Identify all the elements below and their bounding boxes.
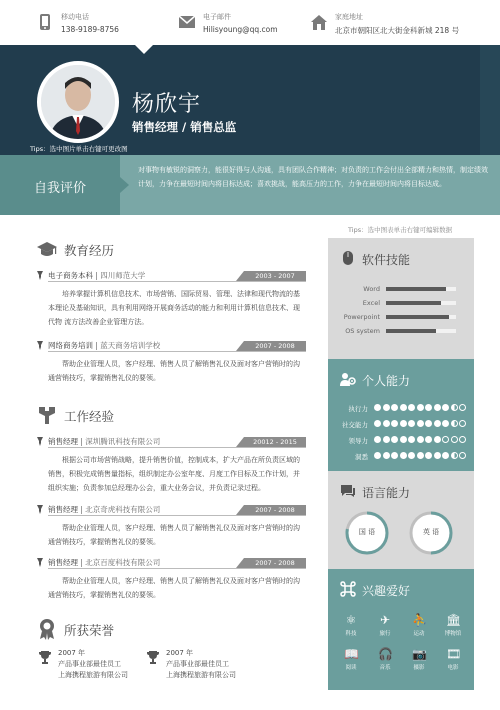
role-name: 销售经理 [48, 437, 78, 446]
hobby-item [438, 613, 468, 639]
trophy-icon [146, 650, 160, 664]
skill-row [328, 284, 474, 294]
pin-icon [36, 437, 44, 446]
rating-dot [442, 404, 449, 411]
address-value: 北京市朝阳区北大街金科新城 218 号 [335, 26, 460, 35]
email-label: 电子邮件 [203, 13, 231, 21]
hobby-item [404, 613, 434, 639]
ability-row [328, 451, 474, 461]
education-title: 教育经历 [64, 243, 115, 258]
camera-icon: 📷 [412, 647, 427, 661]
hobby-label: 阅读 [345, 665, 357, 671]
hobby-item [438, 647, 468, 673]
hobby-item [404, 647, 434, 673]
rating-dot [417, 420, 424, 427]
mail-icon [178, 14, 196, 30]
rating-dot [383, 436, 390, 443]
person-name: 杨欣宇 [132, 92, 202, 117]
rating-dot [442, 436, 449, 443]
people-gear-icon [340, 371, 356, 387]
date-badge: 2007 - 2008 [244, 341, 306, 351]
contact-bar [0, 0, 500, 45]
divider [48, 515, 306, 516]
divider [48, 568, 306, 569]
work-entry: 销售经理 | 北京奇虎科技有限公司 2007 - 2008 帮助企业管理人员，客户经理、销售人员了解销售礼仪及面对客户营销时的沟通营销技巧，掌握销售礼仪的要领。 [36, 504, 306, 549]
rating-dot [391, 404, 398, 411]
company-name: 北京百度科技有限公司 [85, 558, 161, 567]
hobby-label: 科技 [345, 631, 357, 637]
ability-row [328, 403, 474, 413]
rating-dot [434, 452, 441, 459]
hobbies-panel [328, 569, 474, 690]
tools-icon [36, 404, 58, 426]
film-reel-icon: 🎞 [446, 647, 462, 661]
school-name: 电子商务本科 [48, 271, 93, 280]
school-org: 四川师范大学 [100, 271, 146, 280]
rating-dot [451, 452, 458, 459]
person-photo-icon [41, 65, 115, 139]
photo-tip: Tips：选中图片单击右键可更改图 [30, 145, 128, 153]
book-icon: 📖 [344, 647, 359, 661]
headphones-icon: 🎧 [378, 647, 393, 661]
address-label: 家庭地址 [335, 13, 363, 21]
language-ring [344, 510, 390, 556]
date-badge: 2003 - 2007 [244, 271, 306, 281]
abilities-title: 个人能力 [362, 374, 411, 388]
skill-bar [386, 329, 456, 333]
phone-label: 移动电话 [61, 13, 89, 21]
rating-dot [400, 404, 407, 411]
skill-row [328, 326, 474, 336]
rating-dot [459, 420, 466, 427]
hobbies-title: 兴趣爱好 [362, 584, 411, 598]
rating-dot [408, 436, 415, 443]
rating-dot [383, 420, 390, 427]
entry-description: 培养掌握计算机信息技术、市场营销、国际贸易、管理、法律和现代物流的基本理论及基础知识，具有利用网络开展商务活动的能力和利用计算机信息技术、现代物 流方法改善企业管理方法。 [48, 290, 300, 326]
job-title: 销售经理 / 销售总监 [132, 120, 237, 134]
rating-dot [442, 420, 449, 427]
rating-dot [442, 452, 449, 459]
role-name: 销售经理 [48, 505, 78, 514]
award-year: 2007 年 [166, 649, 194, 657]
hobby-label: 电影 [447, 665, 459, 671]
school-org: 蓝天商务培训学校 [100, 341, 161, 350]
skill-row [328, 312, 474, 322]
ability-name: 领导力 [348, 437, 368, 445]
skill-name: Word [363, 285, 380, 293]
rating-dot [417, 436, 424, 443]
skill-bar-fill [386, 301, 441, 305]
award-name: 产品事业部最佳员工 [166, 660, 229, 668]
hobby-item [336, 647, 366, 673]
rating-dot [417, 452, 424, 459]
rating-dot [425, 404, 432, 411]
atom-icon: ⚛ [345, 613, 357, 627]
hobby-label: 摄影 [413, 665, 425, 671]
skill-bar [386, 301, 456, 305]
ability-name: 洞悉 [355, 453, 368, 461]
rating-dot [434, 436, 441, 443]
rating-dot [459, 436, 466, 443]
work-entry: 销售经理 | 深圳腾讯科技有限公司 20012 - 2015 根据公司市场营销战略，提升销售价值，控制成本，扩大产品在所负责区域的销售，积极完成销售量指标，组织制定办公室年度、月度工作目标及工作计划，并组织实施；负责参加总经理办公会，重大业务会议，并负责记录过程。 [36, 436, 306, 495]
home-icon [310, 14, 328, 30]
self-evaluation-arrow [120, 177, 129, 193]
skill-bar [386, 315, 456, 319]
software-skills-panel [328, 238, 474, 359]
chat-bubble-icon [340, 483, 356, 499]
rating-dot [434, 404, 441, 411]
rating-dot [400, 452, 407, 459]
pin-icon [36, 341, 44, 350]
entry-description: 帮助企业管理人员，客户经理、销售人员了解销售礼仪及面对客户营销时的沟通营销技巧，掌握销售礼仪的要领。 [48, 524, 300, 546]
languages-panel [328, 471, 474, 569]
rating-dot [459, 404, 466, 411]
award-year: 2007 年 [58, 649, 86, 657]
software-title: 软件技能 [362, 253, 411, 267]
graduation-cap-icon [36, 238, 58, 260]
hobby-label: 旅行 [379, 631, 391, 637]
rating-dot [408, 420, 415, 427]
trophy-icon [38, 650, 52, 664]
medal-icon [36, 618, 58, 640]
rating-dot [408, 404, 415, 411]
rating-dot [391, 436, 398, 443]
avatar[interactable] [37, 61, 119, 143]
hobby-label: 运动 [413, 631, 425, 637]
language-name: 英 语 [422, 528, 440, 536]
rating-dot [408, 452, 415, 459]
rating-dot [374, 404, 381, 411]
rating-dot [451, 404, 458, 411]
rating-dot [425, 436, 432, 443]
rating-dot [400, 420, 407, 427]
work-title: 工作经验 [64, 409, 115, 424]
hobby-item [336, 613, 366, 639]
rating-dot [383, 404, 390, 411]
rating-dot [391, 420, 398, 427]
language-name: 国 语 [358, 528, 376, 536]
pin-icon [36, 271, 44, 280]
entry-description: 根据公司市场营销战略，提升销售价值，控制成本，扩大产品在所负责区域的销售，积极完成销售量指标，组织制定办公室年度、月度工作目标及工作计划，并组织实施；负责参加总经理办公会，重大业务会议，并负责记录过程。 [48, 456, 300, 492]
entry-description: 帮助企业管理人员，客户经理、销售人员了解销售礼仪及面对客户营销时的沟通营销技巧，掌握销售礼仪的要领。 [48, 360, 300, 382]
date-badge: 20012 - 2015 [244, 437, 306, 447]
header-stripe [480, 45, 500, 155]
rating-dot [425, 420, 432, 427]
profile-header [0, 45, 500, 155]
entry-description: 帮助企业管理人员，客户经理、销售人员了解销售礼仪及面对客户营销时的沟通营销技巧，掌握销售礼仪的要领。 [48, 577, 300, 599]
ability-row [328, 435, 474, 445]
divider [48, 447, 306, 448]
rating-dot [451, 420, 458, 427]
rating-dot [374, 452, 381, 459]
hobby-label: 音乐 [379, 665, 391, 671]
museum-icon: 🏛 [446, 613, 462, 627]
rating-dot [374, 436, 381, 443]
skill-name: Powerpoint [343, 313, 380, 321]
skill-name: OS system [345, 327, 380, 335]
divider [48, 351, 306, 352]
ability-row [328, 419, 474, 429]
rating-dot [383, 452, 390, 459]
hobby-label: 博物馆 [444, 631, 462, 637]
rating-dot [391, 452, 398, 459]
skill-bar-fill [386, 329, 436, 333]
rating-dot [425, 452, 432, 459]
rating-dot [459, 452, 466, 459]
chart-tip: Tips：选中图表单击右键可编辑数据 [348, 226, 453, 234]
divider [48, 281, 306, 282]
award-company: 上海携程旅游有限公司 [58, 671, 128, 679]
rating-dot [451, 436, 458, 443]
mouse-icon [340, 250, 356, 266]
skill-row [328, 298, 474, 308]
skill-bar [386, 287, 456, 291]
languages-title: 语言能力 [362, 486, 411, 500]
ability-name: 社交能力 [342, 421, 368, 429]
hobby-item [370, 647, 400, 673]
education-entry: 网络商务培训 | 蓝天商务培训学校 2007 - 2008 帮助企业管理人员，客户经理、销售人员了解销售礼仪及面对客户营销时的沟通营销技巧，掌握销售礼仪的要领。 [36, 340, 306, 385]
phone-value: 138-9189-8756 [61, 25, 119, 34]
hobby-item [370, 613, 400, 639]
skill-bar-fill [386, 315, 449, 319]
pin-icon [36, 505, 44, 514]
pin-icon [36, 558, 44, 567]
award-company: 上海携程旅游有限公司 [166, 671, 236, 679]
abilities-panel [328, 359, 474, 471]
self-evaluation [0, 155, 500, 215]
company-name: 深圳腾讯科技有限公司 [85, 437, 161, 446]
date-badge: 2007 - 2008 [244, 558, 306, 568]
work-entry: 销售经理 | 北京百度科技有限公司 2007 - 2008 帮助企业管理人员，客户经理、销售人员了解销售礼仪及面对客户营销时的沟通营销技巧，掌握销售礼仪的要领。 [36, 557, 306, 602]
plane-icon: ✈ [379, 613, 391, 627]
ability-name: 执行力 [348, 405, 368, 413]
self-evaluation-text: 对事物有敏锐的洞察力，能很好得与人沟通，具有团队合作精神；对负责的工作会付出全部精力和热情，制定绩效计划，力争在最短时间内将目标达成；喜欢挑战，能高压力的工作，力争在最短时间内将目标达成。 [138, 166, 488, 188]
company-name: 北京奇虎科技有限公司 [85, 505, 161, 514]
school-name: 网络商务培训 [48, 341, 93, 350]
role-name: 销售经理 [48, 558, 78, 567]
rating-dot [417, 404, 424, 411]
email-value: Hilisyoung@qq.com [203, 25, 278, 34]
self-evaluation-label: 自我评价 [33, 181, 86, 196]
command-key-icon [340, 581, 356, 597]
language-ring [408, 510, 454, 556]
date-badge: 2007 - 2008 [244, 505, 306, 515]
rating-dot [400, 436, 407, 443]
rating-dot [434, 420, 441, 427]
phone-icon [36, 14, 54, 30]
header-notch [135, 45, 153, 54]
award-name: 产品事业部最佳员工 [58, 660, 121, 668]
runner-icon: ⛹ [412, 613, 427, 627]
honors-title: 所获荣誉 [64, 623, 115, 638]
education-entry: 电子商务本科 | 四川师范大学 2003 - 2007 培养掌握计算机信息技术、市场营销、国际贸易、管理、法律和现代物流的基本理论及基础知识，具有利用网络开展商务活动的能力和利用计算机信息技术、现代物 流方法改善企业管理方法。 [36, 270, 306, 329]
skill-name: Excel [362, 299, 380, 307]
rating-dot [374, 420, 381, 427]
skill-bar-fill [386, 287, 446, 291]
